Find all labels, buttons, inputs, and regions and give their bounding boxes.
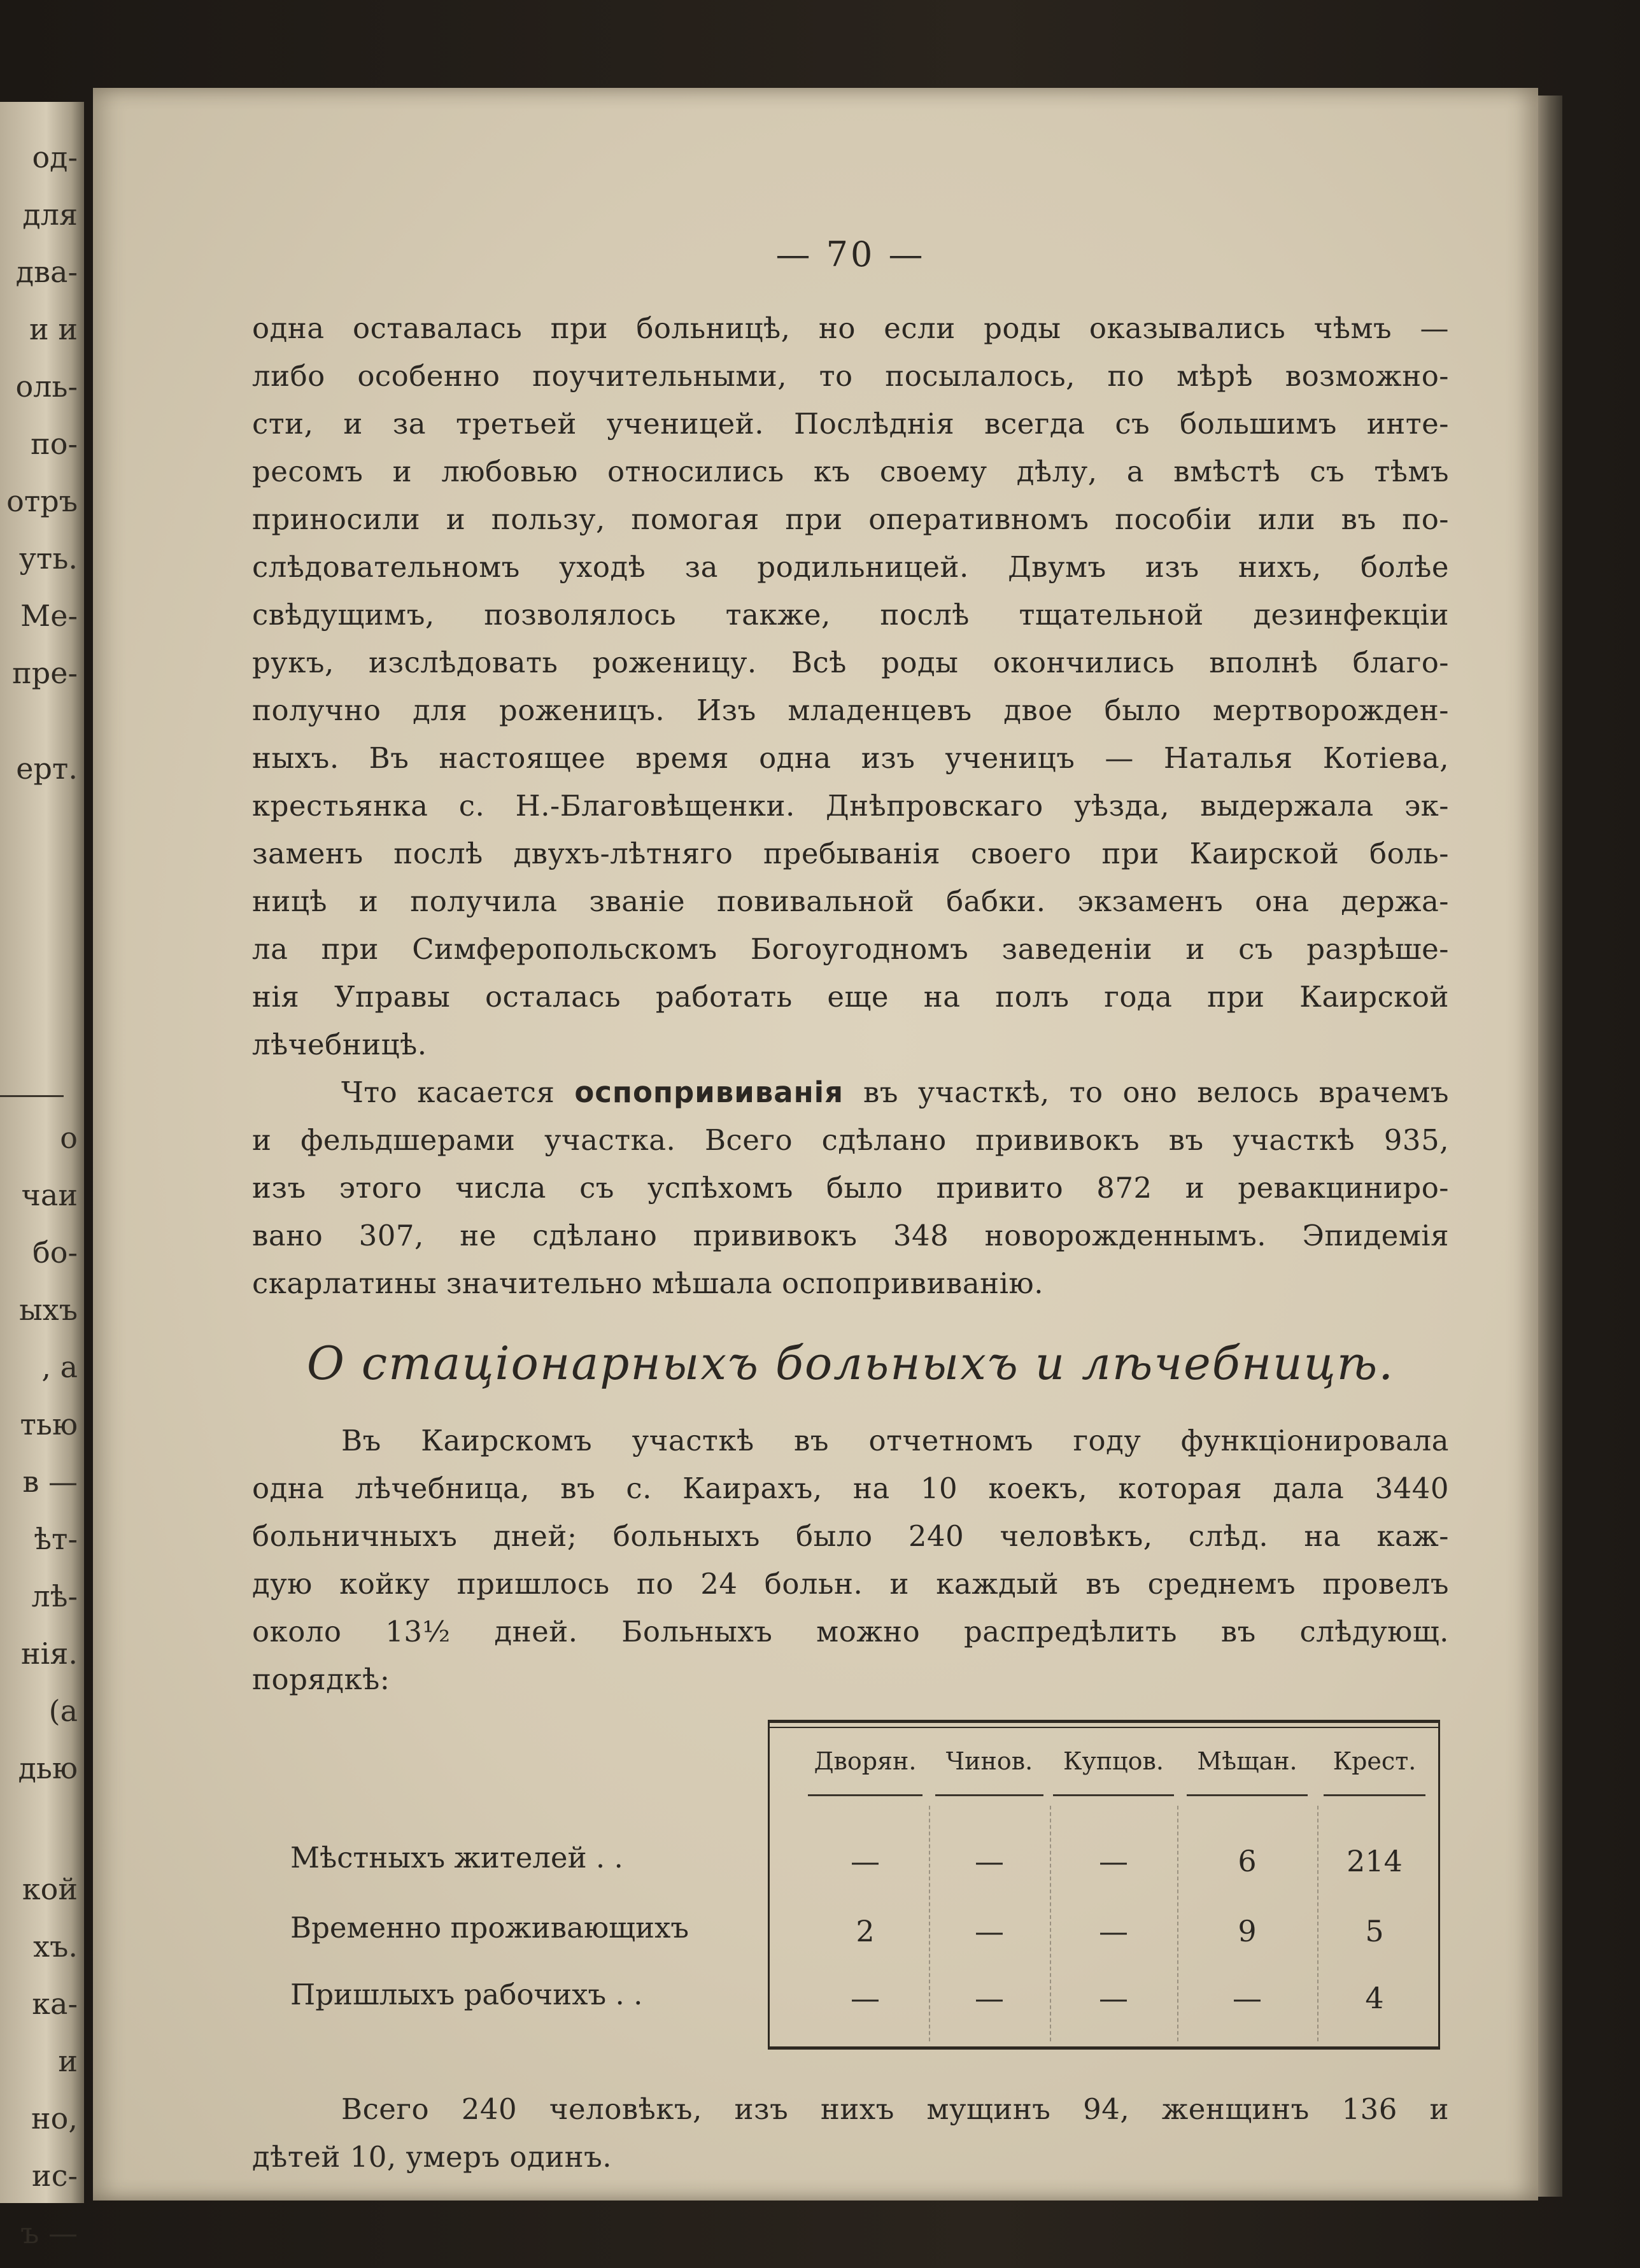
- previous-page-text-fragment: чаи: [21, 1178, 78, 1212]
- table-cell: —: [1099, 1914, 1128, 1948]
- emphasized-term: оспопрививанія: [574, 1075, 844, 1109]
- column-separator: [1050, 1806, 1051, 2041]
- previous-page-text-fragment: тью: [20, 1407, 78, 1442]
- table-cell: 9: [1238, 1914, 1257, 1948]
- column-header-rule: [935, 1794, 1043, 1796]
- column-header: Купцов.: [1063, 1747, 1164, 1775]
- previous-page-text-fragment: ыхъ: [19, 1293, 78, 1327]
- column-header-rule: [1324, 1794, 1425, 1796]
- table-cell: —: [1099, 1981, 1128, 2015]
- paragraph-line: крестьянка с. Н.-Благовѣщенки. Днѣпровскаго уѣзда, выдержала эк-: [252, 789, 1449, 823]
- paragraph-line: дую койку пришлось по 24 больн. и каждый въ среднемъ провелъ: [252, 1567, 1449, 1601]
- previous-page-text-fragment: ка-: [32, 1987, 78, 2021]
- previous-page-text-fragment: отръ: [6, 484, 78, 518]
- page-stack-edge: [1538, 96, 1562, 2197]
- column-header: Крест.: [1332, 1747, 1417, 1775]
- table-cell: 6: [1238, 1844, 1257, 1878]
- paragraph-vaccination: [252, 1068, 1449, 1307]
- previous-page-text-fragment: в —: [22, 1464, 78, 1499]
- book-page: [93, 88, 1538, 2201]
- previous-page-text-fragment: лѣ-: [31, 1579, 78, 1613]
- page-number: — 70 —: [775, 234, 926, 274]
- paragraph-line: одна лѣчебница, въ с. Каирахъ, на 10 коекъ, которая дала 3440: [252, 1471, 1449, 1505]
- table-cell: —: [851, 1844, 880, 1878]
- previous-page-text-fragment: дью: [18, 1751, 78, 1785]
- previous-page-text-fragment: два-: [15, 255, 78, 289]
- previous-page-text-fragment: ис-: [32, 2158, 78, 2193]
- paragraph-hospital-stats: [252, 1417, 1449, 1703]
- previous-page-text-fragment: ѣт-: [34, 1522, 78, 1556]
- previous-page-text-fragment: для: [22, 197, 78, 232]
- row-label: Пришлыхъ рабочихъ . .: [290, 1978, 643, 2011]
- previous-page-rule: [0, 1095, 64, 1097]
- paragraph-line: слѣдовательномъ уходѣ за родильницей. Двумъ изъ нихъ, болѣе: [252, 550, 1449, 584]
- table-cell: 214: [1347, 1844, 1403, 1878]
- paragraph-line: ныхъ. Въ настоящее время одна изъ ученицъ — Наталья Котіева,: [252, 741, 1449, 775]
- previous-page-text-fragment: и и: [29, 312, 78, 346]
- previous-page-text-fragment: кой: [22, 1872, 78, 1906]
- previous-page-text-fragment: но,: [31, 2101, 78, 2136]
- paragraph-line: вано 307, не сдѣлано прививокъ 348 новорожденнымъ. Эпидемія: [252, 1219, 1449, 1252]
- table-cell: 4: [1365, 1981, 1384, 2015]
- page-content: [252, 234, 1449, 2181]
- paragraph-line: Въ Каирскомъ участкѣ въ отчетномъ году функціонировала: [341, 1424, 1449, 1457]
- table-cell: 5: [1365, 1914, 1384, 1948]
- previous-page-text-fragment: ъ —: [20, 2216, 78, 2250]
- column-header-rule: [1187, 1794, 1308, 1796]
- paragraph-line: сти, и за третьей ученицей. Послѣднія всегда съ большимъ инте-: [252, 407, 1449, 441]
- paragraph-line: Всего 240 человѣкъ, изъ нихъ мущинъ 94, женщинъ 136 и: [341, 2092, 1449, 2126]
- paragraph-totals: [252, 2085, 1449, 2181]
- paragraph-line: заменъ послѣ двухъ-лѣтняго пребыванія своего при Каирской боль-: [252, 837, 1449, 870]
- previous-page-text-fragment: нія.: [20, 1636, 78, 1671]
- paragraph-line: либо особенно поучительными, то посылалось, по мѣрѣ возможно-: [252, 359, 1449, 393]
- table-cell: —: [851, 1981, 880, 2015]
- column-header-rule: [808, 1794, 922, 1796]
- previous-page-text-fragment: о: [60, 1121, 78, 1155]
- table-cell: 2: [856, 1914, 875, 1948]
- table-cell: —: [975, 1914, 1004, 1948]
- column-header: Дворян.: [814, 1747, 917, 1775]
- previous-page-text-fragment: хъ.: [33, 1929, 78, 1964]
- paragraph-line: изъ этого числа съ успѣхомъ было привито 872 и ревакцинирo-: [252, 1171, 1449, 1205]
- paragraph-line: порядкѣ:: [252, 1662, 390, 1696]
- column-separator: [1177, 1806, 1178, 2041]
- previous-page-text-fragment: уть.: [18, 541, 78, 576]
- text-run: въ участкѣ, то оно велось врачемъ: [844, 1075, 1449, 1109]
- paragraph-line: и фельдшерами участка. Всего сдѣлано прививокъ въ участкѣ 935,: [252, 1123, 1449, 1157]
- paragraph-line: скарлатины значительно мѣшала оспопрививанію.: [252, 1266, 1044, 1300]
- paragraph-line: свѣдущимъ, позволялось также, послѣ тщательной дезинфекціи: [252, 598, 1449, 632]
- table-top-double-rule: [770, 1727, 1438, 1728]
- paragraph-line: дѣтей 10, умеръ одинъ.: [252, 2140, 612, 2174]
- table-cell: —: [1099, 1844, 1128, 1878]
- row-label: Мѣстныхъ жителей . .: [290, 1841, 623, 1875]
- previous-page-text-fragment: од-: [32, 140, 78, 174]
- column-header: Мѣщан.: [1197, 1747, 1297, 1775]
- paragraph-line: лѣчебницѣ.: [252, 1028, 427, 1061]
- previous-page-text-fragment: и: [58, 2044, 78, 2078]
- previous-page-text-fragment: оль-: [15, 369, 78, 404]
- table-grid: [768, 1720, 1440, 2050]
- paragraph-line: больничныхъ дней; больныхъ было 240 человѣкъ, слѣд. на каж-: [252, 1519, 1449, 1553]
- column-header-rule: [1053, 1794, 1174, 1796]
- previous-page-text-fragment: (а: [48, 1694, 78, 1728]
- section-heading: О стаціонарныхъ больныхъ и лѣчебницѣ.: [306, 1336, 1395, 1390]
- row-label: Временно проживающихъ: [290, 1911, 689, 1945]
- paragraph-line: получно для роженицъ. Изъ младенцевъ двое было мертворожден-: [252, 693, 1449, 727]
- previous-page-text-fragment: ерт.: [16, 751, 78, 786]
- previous-page-text-fragment: Ме-: [20, 599, 78, 633]
- paragraph-line: нія Управы осталась работать еще на полъ года при Каирской: [252, 980, 1449, 1014]
- table-cell: —: [975, 1981, 1004, 2015]
- paragraph-line: [252, 1068, 1449, 1116]
- paragraph-line: около 13½ дней. Больныхъ можно распредѣлить въ слѣдующ.: [252, 1615, 1449, 1648]
- previous-page-text-fragment: пре-: [12, 656, 78, 690]
- previous-page-text-fragment: , а: [41, 1350, 78, 1384]
- table-cell: —: [1233, 1981, 1262, 2015]
- paragraph-midwife-students: [252, 304, 1449, 1068]
- paragraph-line: рукъ, изслѣдовать роженицу. Всѣ роды окончились вполнѣ благо-: [252, 646, 1449, 679]
- paragraph-line: одна оставалась при больницѣ, но если роды оказывались чѣмъ —: [252, 311, 1449, 345]
- table-cell: —: [975, 1844, 1004, 1878]
- previous-page-text-fragment: бо-: [32, 1235, 78, 1270]
- previous-page-edge: [0, 102, 84, 2250]
- column-separator: [929, 1806, 930, 2041]
- paragraph-line: приносили и пользу, помогая при оперативномъ пособіи или въ по-: [252, 502, 1449, 536]
- paragraph-line: ресомъ и любовью относились къ своему дѣлу, а вмѣстѣ съ тѣмъ: [252, 455, 1449, 488]
- previous-page-text-fragment: по-: [31, 427, 78, 461]
- paragraph-line: ницѣ и получила званіе повивальной бабки. экзаменъ она держа-: [252, 884, 1449, 918]
- paragraph-line: ла при Симферопольскомъ Богоугодномъ заведеніи и съ разрѣше-: [252, 932, 1449, 966]
- column-header: Чинов.: [945, 1747, 1033, 1775]
- patients-table: [252, 1720, 1449, 2076]
- text-run: Что касается: [341, 1075, 575, 1109]
